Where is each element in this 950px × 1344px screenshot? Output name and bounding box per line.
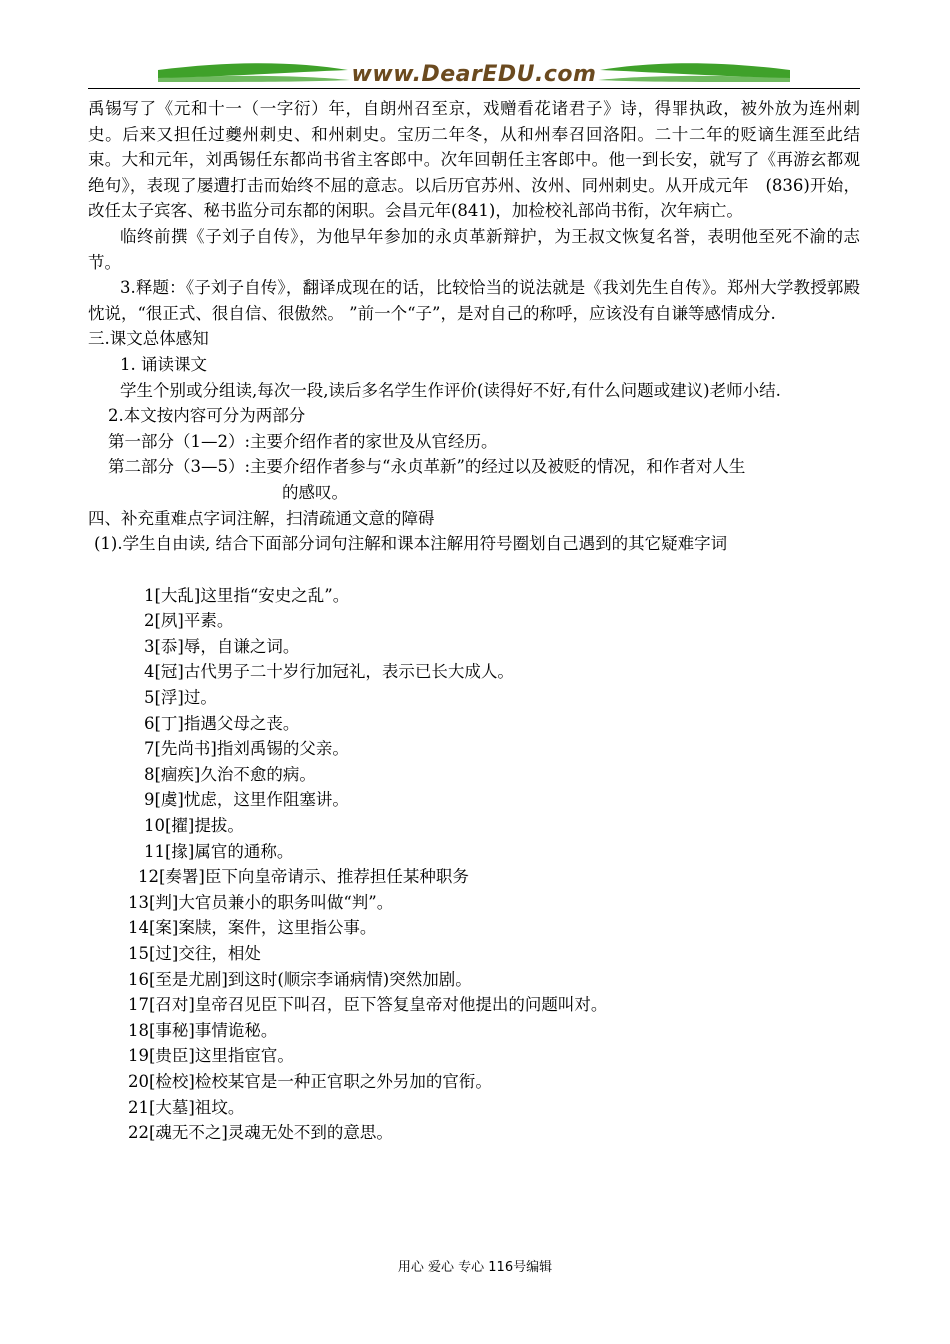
subheading-3-2: 2.本文按内容可分为两部分 bbox=[108, 406, 306, 426]
note-item: 6[丁]指遇父母之丧。 bbox=[144, 713, 300, 733]
section-heading-3: 三.课文总体感知 bbox=[88, 329, 209, 349]
note-item: 8[痼疾]久治不愈的病。 bbox=[144, 764, 316, 784]
paragraph-last-work: 临终前撰《子刘子自传》，为他早年参加的永贞革新辩护，为王叔文恢复名誉，表明他至死不渝的志节。 bbox=[88, 226, 860, 272]
subheading-4-1: (1).学生自由读, 结合下面部分词句注解和课本注解用符号圈划自己遇到的其它疑难字词 bbox=[94, 534, 728, 554]
reading-instructions: 学生个别或分组读,每次一段,读后多名学生作评价(读得好不好,有什么问题或建议)老师小结. bbox=[120, 380, 781, 400]
document-body bbox=[88, 96, 860, 1146]
page-footer: 用心 爱心 专心 116号编辑 bbox=[397, 1260, 553, 1275]
note-item: 11[掾]属官的通称。 bbox=[144, 841, 294, 861]
note-item: 9[虞]忧虑，这里作阻塞讲。 bbox=[144, 790, 349, 810]
note-item: 12[奏署]臣下向皇帝请示、推荐担任某种职务 bbox=[138, 867, 469, 887]
note-item: 5[浮]过。 bbox=[144, 688, 217, 708]
note-item: 20[检校]检校某官是一种正官职之外另加的官衔。 bbox=[128, 1071, 492, 1091]
spacer bbox=[88, 557, 860, 583]
note-item: 7[先尚书]指刘禹锡的父亲。 bbox=[144, 739, 349, 759]
note-item: 19[贵臣]这里指宦官。 bbox=[128, 1046, 294, 1066]
section-heading-4: 四、补充重难点字词注解，扫清疏通文意的障碍 bbox=[88, 508, 435, 528]
note-item: 4[冠]古代男子二十岁行加冠礼，表示已长大成人。 bbox=[144, 662, 514, 682]
paragraph-biography: 禹锡写了《元和十一（一字衍）年，自朗州召至京，戏赠看花诸君子》诗，得罪执政，被外放为连州刺史。后来又担任过夔州刺史、和州刺史。宝历二年冬，从和州奉召回洛阳。二十二年的贬谪生涯至此结束。大和元年，刘禹锡任东都尚书省主客郎中。次年回朝任主客郎中。他一到长安，就写了《再游玄都观绝句》，表现了屡遭打击而始终不屈的意志。以后历官苏州、汝州、同州刺史。从开成元年 (836)开始，改任太子宾客、秘书监分司东都的闲职。会昌元年(841)，加检校礼部尚书衔，次年病亡。 bbox=[88, 99, 860, 221]
site-url: www.DearEDU.com bbox=[351, 62, 597, 87]
note-item: 10[擢]提拔。 bbox=[144, 816, 244, 836]
note-item: 1[大乱]这里指“安史之乱”。 bbox=[144, 585, 350, 605]
part-two: 第二部分（3—5）:主要介绍作者参与“永贞革新”的经过以及被贬的情况，和作者对人生 bbox=[108, 457, 746, 477]
note-item: 16[至是尤剧]到这时(顺宗李诵病情)突然加剧。 bbox=[128, 969, 472, 989]
note-item: 3[忝]辱，自谦之词。 bbox=[144, 636, 300, 656]
site-header-banner bbox=[88, 56, 860, 92]
note-item: 2[夙]平素。 bbox=[144, 611, 234, 631]
note-item: 18[事秘]事情诡秘。 bbox=[128, 1020, 278, 1040]
note-item: 13[判]大官员兼小的职务叫做“判”。 bbox=[128, 892, 394, 912]
part-one: 第一部分（1—2）:主要介绍作者的家世及从官经历。 bbox=[108, 431, 498, 451]
note-item: 21[大墓]祖坟。 bbox=[128, 1097, 245, 1117]
note-item: 17[召对]皇帝召见臣下叫召，臣下答复皇帝对他提出的问题叫对。 bbox=[128, 995, 608, 1015]
header-rule bbox=[88, 88, 860, 89]
note-item: 15[过]交往，相处 bbox=[128, 944, 261, 963]
subheading-3-1: 1. 诵读课文 bbox=[120, 354, 207, 374]
paragraph-title-explanation: 3.释题：《子刘子自传》，翻译成现在的话，比较恰当的说法就是《我刘先生自传》。郑州大学教授郭殿忱说，“很正式、很自信、很傲然。 ”前一个“子”，是对自己的称呼，应该没有自谦等感情成分. bbox=[88, 278, 860, 323]
note-item: 14[案]案牍，案件，这里指公事。 bbox=[128, 918, 377, 938]
part-two-continued: 的感叹。 bbox=[282, 482, 348, 502]
note-item: 22[魂无不之]灵魂无处不到的意思。 bbox=[128, 1123, 393, 1143]
